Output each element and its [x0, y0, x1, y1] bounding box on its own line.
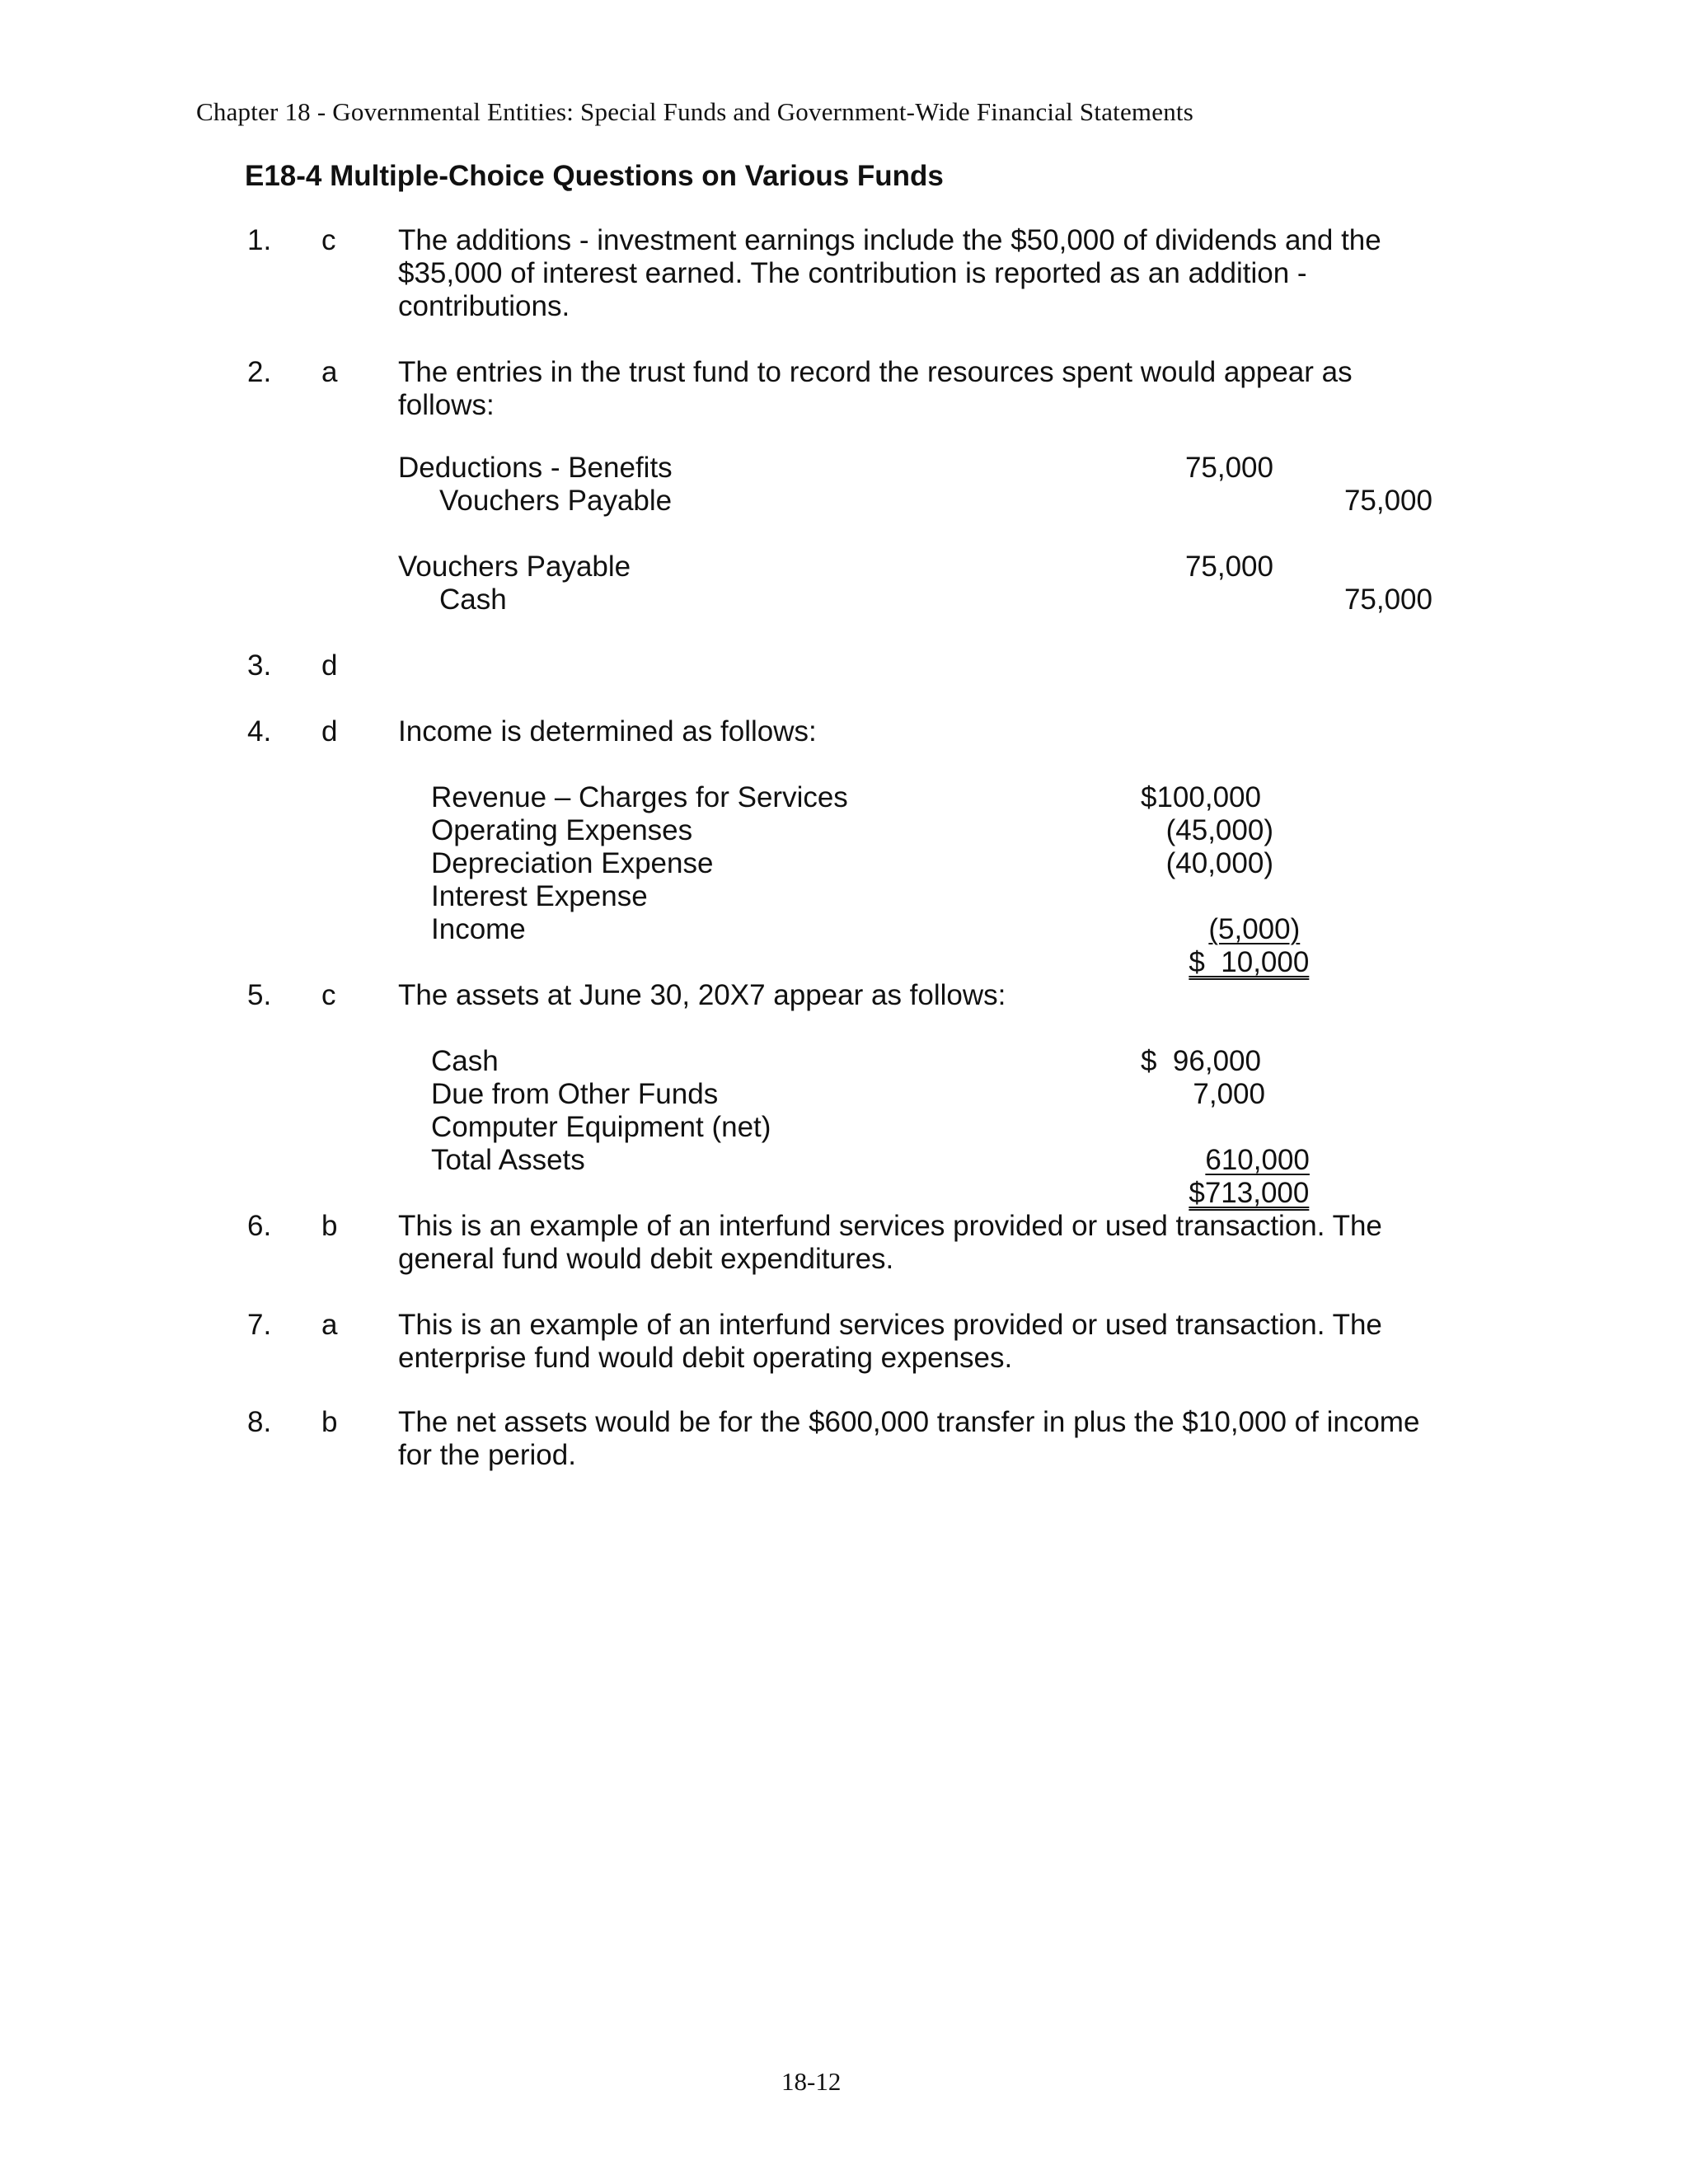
answer-letter: c [321, 224, 336, 256]
credit-amount: 75,000 [1343, 485, 1432, 517]
question-number: 8. [247, 1406, 272, 1438]
schedule-label: Income [431, 913, 526, 945]
question-number: 7. [247, 1309, 272, 1341]
double-underlined-total: $ 10,000 [1189, 946, 1310, 978]
answer-explanation: This is an example of an interfund services provided or used transaction. The general fund would debit expenditures. [398, 1210, 1382, 1275]
question-number: 2. [247, 356, 272, 388]
schedule-label: Operating Expenses [431, 814, 693, 846]
answer-letter: b [321, 1210, 338, 1242]
debit-account: Deductions - Benefits [398, 452, 673, 484]
schedule-amount: (40,000) [1165, 847, 1273, 879]
answer-explanation: The net assets would be for the $600,000 transfer in plus the $10,000 of income for the period. [398, 1406, 1420, 1471]
chapter-header: Chapter 18 - Governmental Entities: Special Funds and Government-Wide Financial Statements [196, 97, 1193, 126]
answer-explanation: Income is determined as follows: [398, 715, 817, 748]
schedule-label: Depreciation Expense [431, 847, 714, 879]
schedule-label: Due from Other Funds [431, 1078, 719, 1110]
answer-explanation: The assets at June 30, 20X7 appear as follows: [398, 979, 1006, 1011]
answer-letter: d [321, 715, 338, 748]
schedule-amount: $100,000 [1141, 781, 1261, 813]
question-number: 6. [247, 1210, 272, 1242]
schedule-amount: $ 96,000 [1141, 1045, 1261, 1077]
schedule-amount: (45,000) [1165, 814, 1273, 846]
schedule-label: Total Assets [431, 1144, 585, 1176]
answer-letter: c [321, 979, 336, 1011]
answer-letter: d [321, 649, 338, 682]
question-number: 4. [247, 715, 272, 748]
debit-amount: 75,000 [1184, 452, 1273, 484]
answer-letter: a [321, 1309, 338, 1341]
page-number: 18-12 [781, 2067, 842, 2096]
answer-letter: b [321, 1406, 338, 1438]
schedule-amount: 7,000 [1193, 1078, 1265, 1110]
question-number: 5. [247, 979, 272, 1011]
debit-account: Vouchers Payable [398, 551, 631, 583]
underlined-amount: 610,000 [1205, 1144, 1310, 1176]
double-underlined-total: $713,000 [1189, 1177, 1310, 1209]
question-number: 3. [247, 649, 272, 682]
credit-account: Vouchers Payable [439, 485, 673, 517]
answer-explanation: The entries in the trust fund to record the resources spent would appear as follows: [398, 356, 1353, 421]
schedule-label: Cash [431, 1045, 499, 1077]
credit-amount: 75,000 [1343, 583, 1432, 616]
debit-amount: 75,000 [1184, 551, 1273, 583]
exercise-title: E18-4 Multiple-Choice Questions on Various Funds [245, 160, 944, 192]
credit-account: Cash [439, 583, 507, 616]
answer-explanation: This is an example of an interfund services provided or used transaction. The enterprise fund would debit operating expenses. [398, 1309, 1382, 1374]
answer-letter: a [321, 356, 338, 388]
schedule-label: Computer Equipment (net) [431, 1111, 771, 1143]
question-number: 1. [247, 224, 272, 256]
answer-explanation: The additions - investment earnings include the $50,000 of dividends and the $35,000 of interest earned. The contribution is reported as an addition -contributions. [398, 224, 1381, 322]
underlined-amount: (5,000) [1208, 913, 1301, 945]
schedule-label: Interest Expense [431, 880, 648, 912]
schedule-label: Revenue – Charges for Services [431, 781, 848, 813]
